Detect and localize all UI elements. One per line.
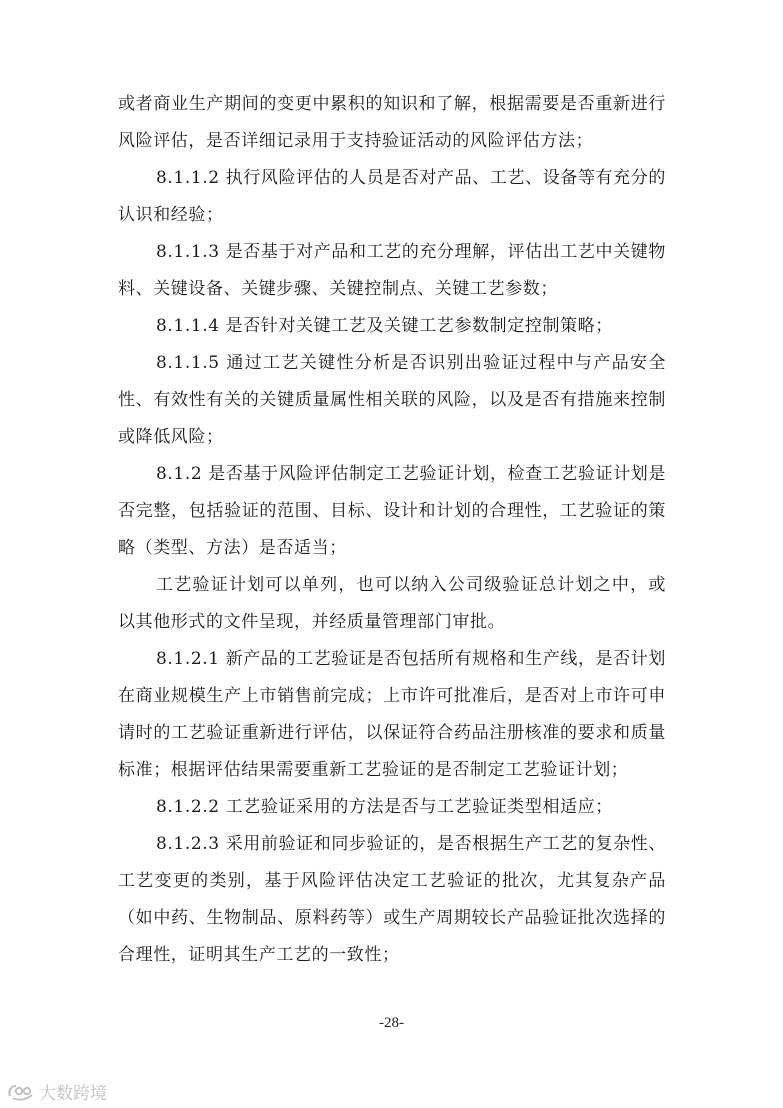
paragraph-8-1-1-4: 8.1.1.4 是否针对关键工艺及关键工艺参数制定控制策略； (156, 316, 613, 336)
paragraph-8-1-2-1: 8.1.2.1 新产品的工艺验证是否包括所有规格和生产线，是否计划在商业规模生产上市销售前完成；上市许可批准后，是否对上市许可申请时的工艺验证重新进行评估，以保证符合药品注册核准的要求和质量标准；根据评估结果需要重新工艺验证的是否制定工艺验证计划； (118, 649, 666, 780)
paragraph-continuation: 或者商业生产期间的变更中累积的知识和了解，根据需要是否重新进行风险评估，是否详细记录用于支持验证活动的风险评估方法； (118, 94, 666, 151)
watermark-logo-icon (6, 1082, 36, 1102)
paragraph-plan-note: 工艺验证计划可以单列，也可以纳入公司级验证总计划之中，或以其他形式的文件呈现，并经质量管理部门审批。 (118, 575, 666, 632)
paragraph-8-1-1-3: 8.1.1.3 是否基于对产品和工艺的充分理解，评估出工艺中关键物料、关键设备、关键步骤、关键控制点、关键工艺参数； (118, 242, 666, 299)
paragraph-8-1-2: 8.1.2 是否基于风险评估制定工艺验证计划，检查工艺验证计划是否完整，包括验证的范围、目标、设计和计划的合理性，工艺验证的策略（类型、方法）是否适当； (118, 464, 666, 558)
document-body (118, 86, 666, 974)
watermark (6, 1079, 107, 1104)
page-number: -28- (379, 1015, 404, 1031)
paragraph-8-1-2-3: 8.1.2.3 采用前验证和同步验证的，是否根据生产工艺的复杂性、工艺变更的类别，基于风险评估决定工艺验证的批次，尤其复杂产品（如中药、生物制品、原料药等）或生产周期较长产品验证批次选择的合理性，证明其生产工艺的一致性； (118, 834, 666, 965)
watermark-text: 大数跨境 (39, 1084, 107, 1104)
paragraph-8-1-1-5: 8.1.1.5 通过工艺关键性分析是否识别出验证过程中与产品安全性、有效性有关的关键质量属性相关联的风险，以及是否有措施来控制或降低风险； (118, 353, 666, 447)
paragraph-8-1-2-2: 8.1.2.2 工艺验证采用的方法是否与工艺验证类型相适应； (156, 797, 613, 817)
paragraph-8-1-1-2: 8.1.1.2 执行风险评估的人员是否对产品、工艺、设备等有充分的认识和经验； (118, 168, 666, 225)
